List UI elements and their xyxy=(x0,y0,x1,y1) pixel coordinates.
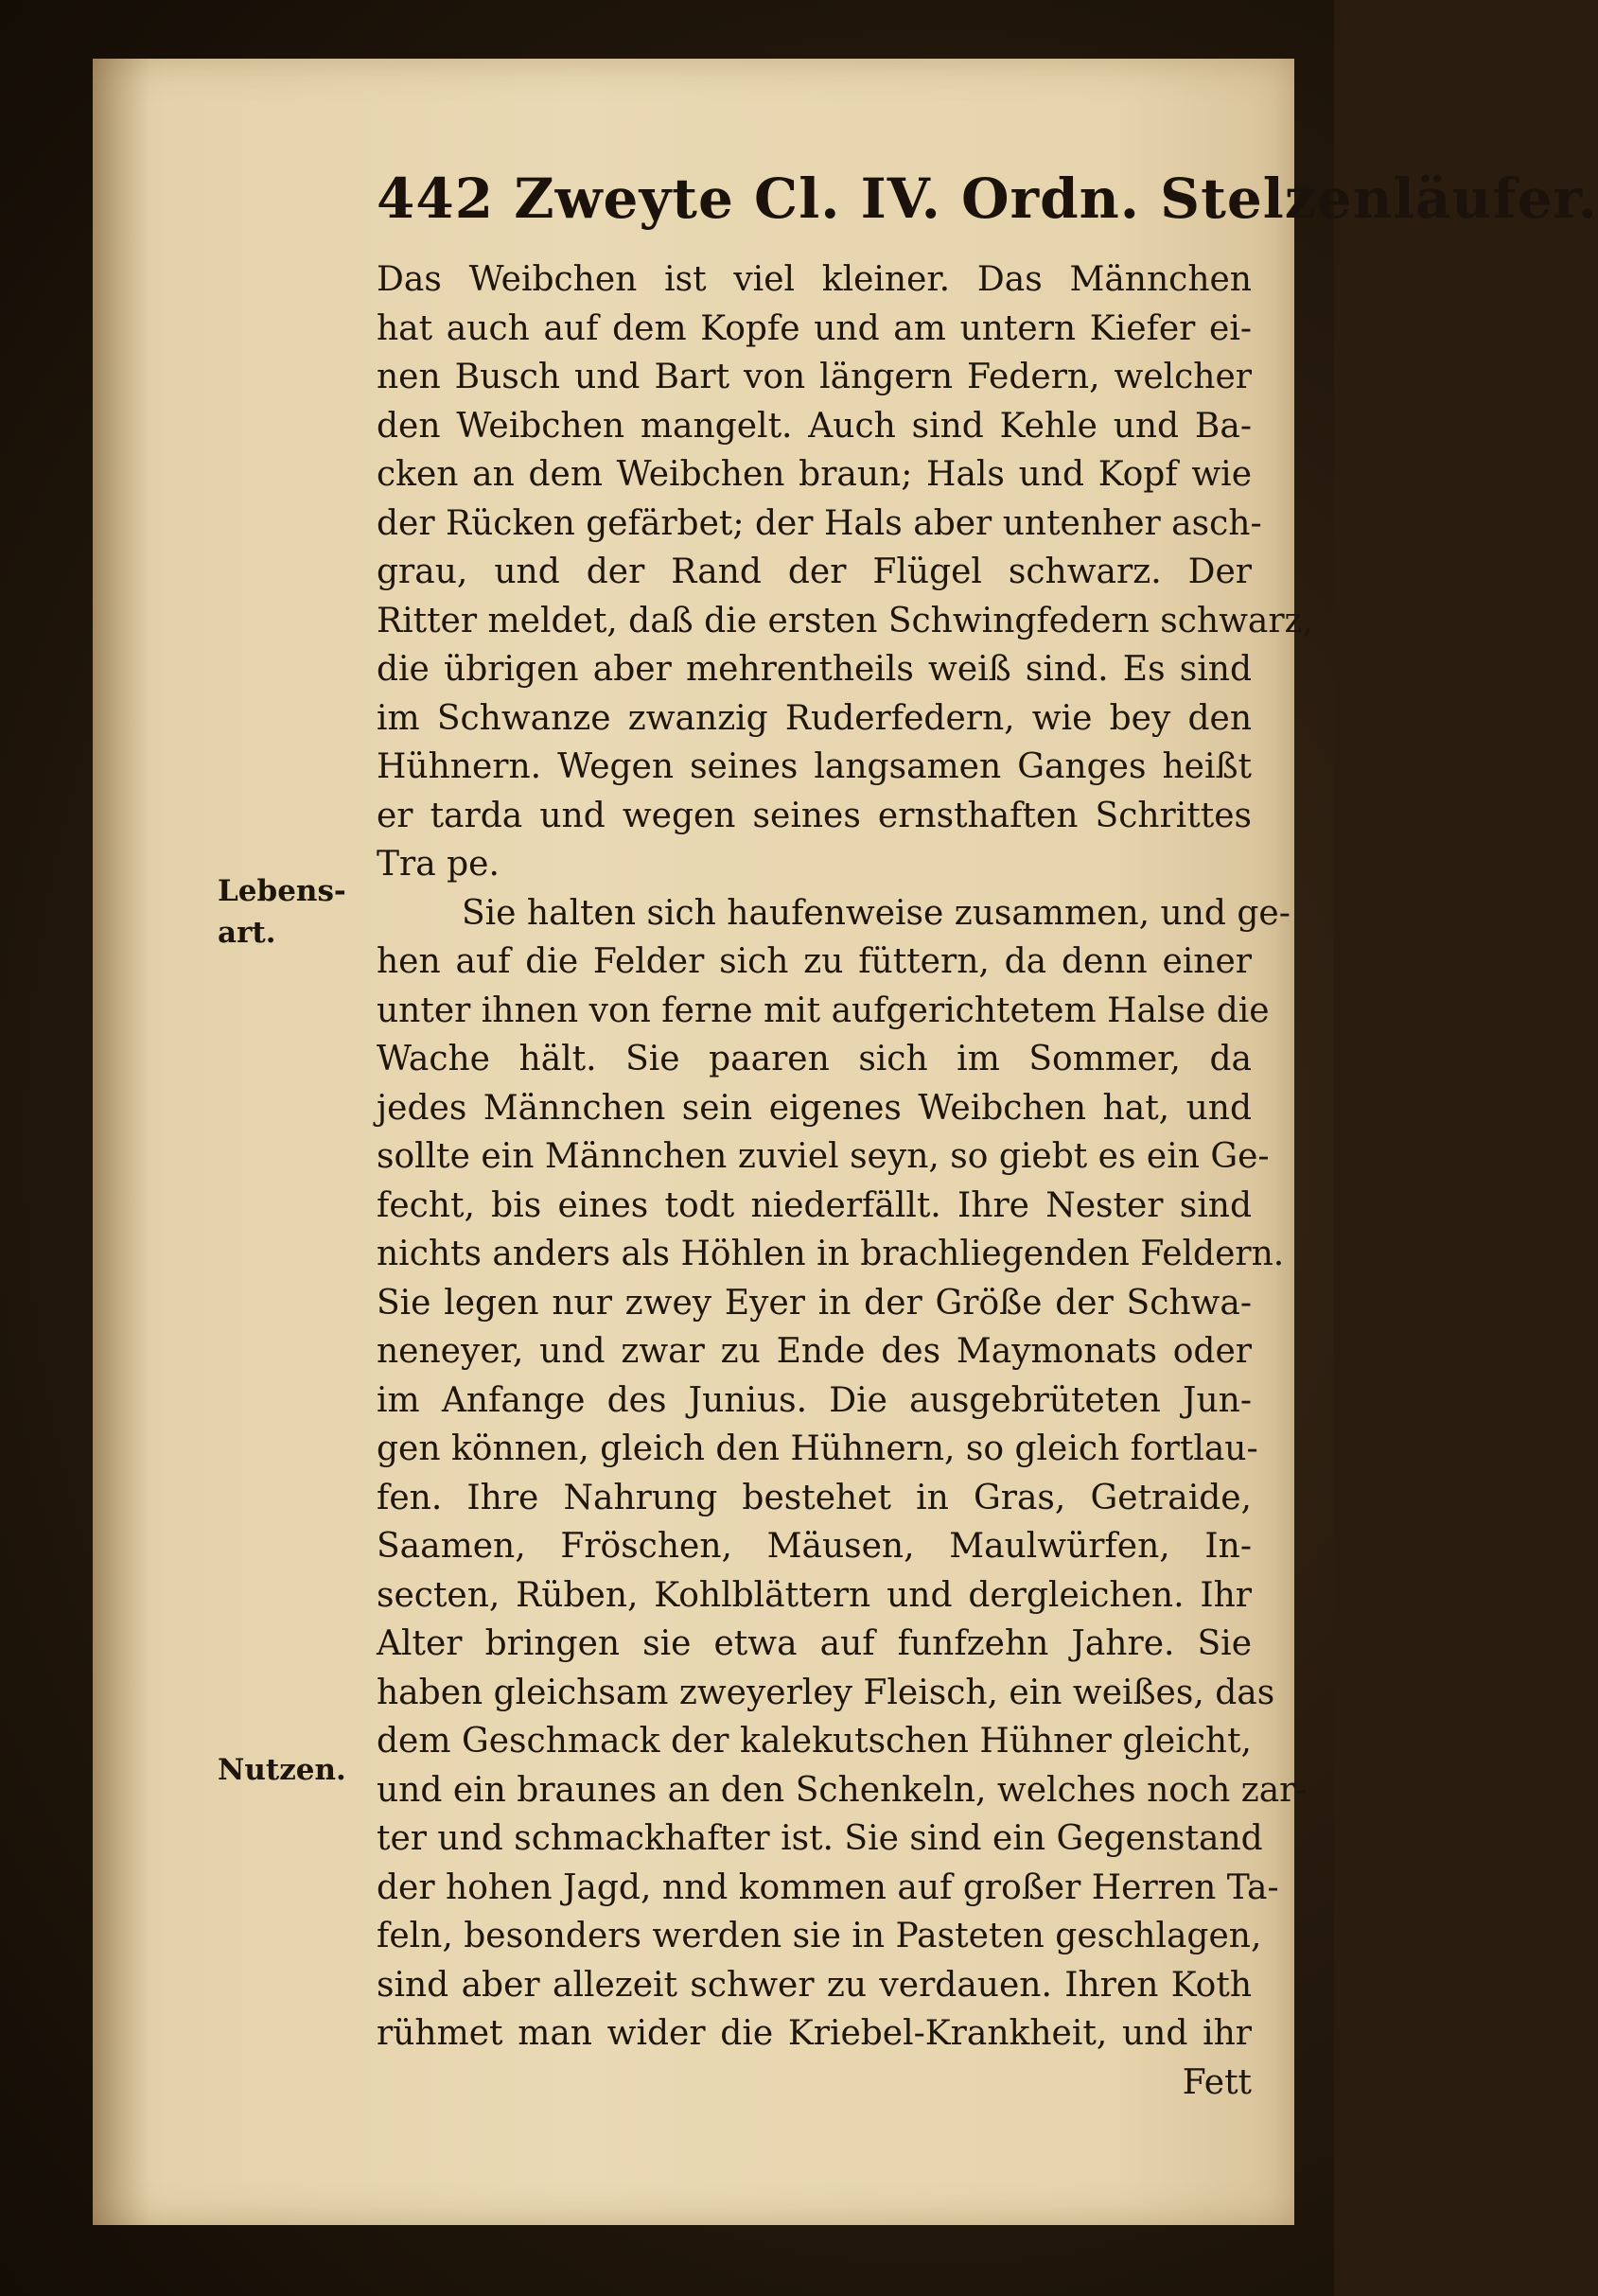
text-line: Das Weibchen ist viel kleiner. Das Männchen xyxy=(377,260,1252,299)
text-line: der Rücken gefärbet; der Hals aber untenher asch- xyxy=(377,503,1262,543)
text-line: grau, und der Rand der Flügel schwarz. Der xyxy=(377,552,1252,591)
text-line: unter ihnen von ferne mit aufgerichtetem Halse die xyxy=(377,990,1270,1030)
text-line: dem Geschmack der kalekutschen Hühner gleicht, xyxy=(377,1722,1252,1761)
page-spine-shadow xyxy=(93,59,149,2225)
text-line: Saamen, Fröschen, Mäusen, Maulwürfen, In- xyxy=(377,1527,1252,1566)
margin-note-line: art. xyxy=(218,916,276,950)
text-line: hat auch auf dem Kopfe und am untern Kiefer ei- xyxy=(377,308,1252,348)
text-line: sind aber allezeit schwer zu verdauen. Ihren Koth xyxy=(377,1965,1252,2005)
text-line: secten, Rüben, Kohlblättern und dergleichen. Ihr xyxy=(377,1575,1252,1615)
text-line: Alter bringen sie etwa auf funfzehn Jahre. Sie xyxy=(377,1624,1252,1663)
margin-note-lebensart xyxy=(218,870,369,954)
running-head-title: Zweyte Cl. IV. Ordn. Stelzenläufer. xyxy=(514,167,1598,231)
text-line: Tra pe. xyxy=(377,845,500,884)
text-line: Ritter meldet, daß die ersten Schwingfedern schwarz, xyxy=(377,601,1313,640)
text-line: ter und schmackhafter ist. Sie sind ein Gegenstand xyxy=(377,1819,1263,1858)
body-text xyxy=(377,255,1313,2107)
text-line: Sie halten sich haufenweise zusammen, und ge- xyxy=(462,893,1291,933)
text-line: Wache hält. Sie paaren sich im Sommer, da xyxy=(377,1040,1252,1078)
text-line: haben gleichsam zweyerley Fleisch, ein weißes, das xyxy=(377,1673,1275,1712)
text-line: die übrigen aber mehrentheils weiß sind. Es sind xyxy=(377,650,1252,689)
text-line: der hohen Jagd, nnd kommen auf großer Herren Ta- xyxy=(377,1867,1279,1907)
text-line: neneyer, und zwar zu Ende des Maymonats oder xyxy=(377,1332,1252,1371)
text-line: im Schwanze zwanzig Ruderfedern, wie bey den xyxy=(377,698,1252,738)
margin-note-line: Lebens- xyxy=(218,874,346,908)
text-line: jedes Männchen sein eigenes Weibchen hat, und xyxy=(377,1088,1252,1128)
text-line: Sie legen nur zwey Eyer in der Größe der Schwa- xyxy=(377,1283,1252,1323)
text-line: den Weibchen mangelt. Auch sind Kehle und Ba- xyxy=(377,406,1252,446)
page-number: 442 xyxy=(377,167,495,231)
text-line: fen. Ihre Nahrung bestehet in Gras, Getraide, xyxy=(377,1478,1252,1517)
text-line: hen auf die Felder sich zu füttern, da denn einer xyxy=(377,942,1252,981)
text-line: cken an dem Weibchen braun; Hals und Kopf wie xyxy=(377,455,1252,494)
text-line: Hühnern. Wegen seines langsamen Ganges heißt xyxy=(377,747,1252,786)
text-line: und ein braunes an den Schenkeln, welches noch zar- xyxy=(377,1770,1308,1810)
margin-note-nutzen xyxy=(218,1749,369,1791)
catchword: Fett xyxy=(1182,2062,1252,2102)
text-line: fecht, bis eines todt niederfällt. Ihre Nester sind xyxy=(377,1185,1252,1225)
text-line: sollte ein Männchen zuviel seyn, so giebt es ein Ge- xyxy=(377,1137,1270,1176)
running-header xyxy=(377,167,1598,242)
text-line: er tarda und wegen seines ernsthaften Schrittes xyxy=(377,796,1252,835)
text-line: feln, besonders werden sie in Pasteten geschlagen, xyxy=(377,1917,1262,1955)
margin-note-line: Nutzen. xyxy=(218,1753,346,1787)
text-line: nen Busch und Bart von längern Federn, welcher xyxy=(377,358,1252,396)
text-line: rühmet man wider die Kriebel-Krankheit, und ihr xyxy=(377,2014,1252,2053)
text-line: nichts anders als Höhlen in brachliegenden Feldern. xyxy=(377,1235,1285,1273)
text-line: gen können, gleich den Hühnern, so gleich fortlau- xyxy=(377,1429,1258,1468)
text-line: im Anfange des Junius. Die ausgebrüteten Jun- xyxy=(377,1380,1252,1420)
